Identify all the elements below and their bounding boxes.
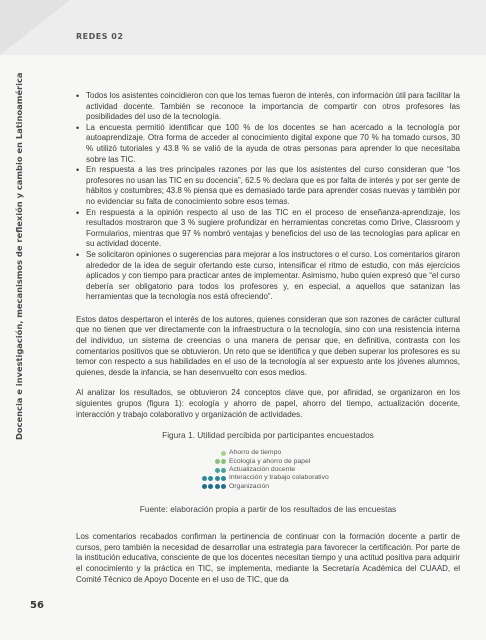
legend-dot [215, 468, 220, 473]
legend-dot [221, 484, 226, 489]
list-item: • Todos los asistentes coincidieron con que los temas fueron de interés, con información útil para facilitar la actividad docente. También se reconoce la importancia de compartir con otros profesores las posibilidades del uso de la tecnología. [76, 91, 460, 123]
legend-dot [208, 476, 213, 481]
legend-dots [199, 484, 226, 489]
body-paragraph: Estos datos despertaron el interés de los autores, quienes consideran que son razones de carácter cultural que no tienen que ver directamente con la infraestructura o la tecnología, sino con una resistencia interna del individuo, un sistema de creencias o una manera de pensar que, en definitiva, contrasta con los comentarios positivos que se obtuvieron. Un reto que se identifica y que deben superar los profesores es su temor con respecto a sus habilidades en el uso de la tecnología al ser expuesto ante los jóvenes alumnos, quienes, desde la infancia, se han desenvuelto con esos medios. [76, 314, 460, 377]
legend-label: Ahorro de tiempo [229, 449, 282, 457]
figure-1 [76, 430, 460, 530]
legend-label: Ecología y ahorro de papel [229, 457, 311, 465]
legend-dot [215, 459, 220, 464]
legend-dot [208, 484, 213, 489]
legend-dot [221, 451, 226, 456]
legend-item [199, 483, 329, 491]
header-band [0, 0, 486, 55]
legend-dot [202, 476, 207, 481]
body-paragraph: Al analizar los resultados, se obtuvieron 24 conceptos clave que, por afinidad, se organizaron en los siguientes grupos (figura 1): ecología y ahorro de papel, ahorro del tiempo, actualización docente, interacción y trabajo colaborativo y organización de actividades. [76, 388, 460, 419]
legend-dots [199, 476, 226, 481]
legend-label: Organización [229, 482, 270, 490]
findings-list [76, 91, 460, 303]
legend-dot [215, 484, 220, 489]
legend-dots [199, 459, 226, 464]
legend-label: Actualización docente [229, 465, 296, 473]
page-number: 56 [30, 600, 44, 611]
legend-dot [221, 476, 226, 481]
legend-dot [221, 468, 226, 473]
figure-source: Fuente: elaboración propia a partir de los resultados de las encuestas [139, 504, 397, 515]
figure-legend [199, 449, 329, 491]
legend-dots [199, 468, 226, 473]
running-head: REDES 02 [76, 32, 124, 41]
legend-dot [221, 459, 226, 464]
list-item: • En respuesta a la opinión respecto al uso de las TIC en el proceso de enseñanza-aprendizaje, los resultados mostraron que 3 % sugiere profundizar en herramientas concretas como Drive, Classroom y Formularios, mientras que 97 % nombró ventajas y beneficios del uso de las tecnologías para aplicar en su actividad docente. [76, 208, 460, 250]
legend-dot [202, 484, 207, 489]
list-item: • La encuesta permitió identificar que 100 % de los docentes se han acercado a la tecnología por autoaprendizaje. Otra forma de acceder al conocimiento digital expone que 70 % ha tomado cursos, 30 % utilizó tutoriales y 43.8 % se valió de la ayuda de otras personas para aprender lo que necesitaba sobre las TIC. [76, 123, 460, 165]
sidebar-title: Docencia e investigación, mecanismos de reflexión y cambio en Latinoamérica [14, 72, 24, 440]
legend-dot [215, 476, 220, 481]
body-paragraph: Los comentarios recabados confirman la pertinencia de continuar con la formación docente a partir de cursos, pero también la necesidad de desarrollar una estrategia para favorecer la certificación. Por parte de la institución educativa, consciente de que los docentes necesitan tiempo y una actitud positiva para adquirir el conocimiento y la práctica en TIC, se implementa, mediante la Secretaría Académica del CUAAD, el Comité Técnico de Apoyo Docente en el uso de TIC, que da [76, 532, 460, 584]
list-item: • En respuesta a las tres principales razones por las que los asistentes del curso consideran que “los profesores no usan las TIC en su docencia”, 62.5 % declara que es por falta de interés y por ser gente de hábitos y costumbres; 43.8 % piensa que es demasiado tarde para aprender cosas nuevas y también por no evidenciar su falta de conocimiento sobre esos temas. [76, 165, 460, 207]
legend-label: Interacción y trabajo colaborativo [229, 474, 329, 482]
legend-dots [199, 451, 226, 456]
figure-caption: Figura 1. Utilidad percibida por participantes encuestados [162, 430, 374, 441]
page-content [76, 91, 460, 585]
list-item: • Se solicitaron opiniones o sugerencias para mejorar a los instructores o el curso. Los comentarios giraron alrededor de la idea de seguir ofertando este curso, intensificar el ritmo de estudio, con más ejercicios aplicados y con tiempo para practicar antes de implementar. Asimismo, hubo quien expresó que “el curso debería ser obligatorio para todos los profesores y, en especial, a aquellos que satanizan las herramientas que la tecnología nos está ofreciendo”. [76, 250, 460, 303]
